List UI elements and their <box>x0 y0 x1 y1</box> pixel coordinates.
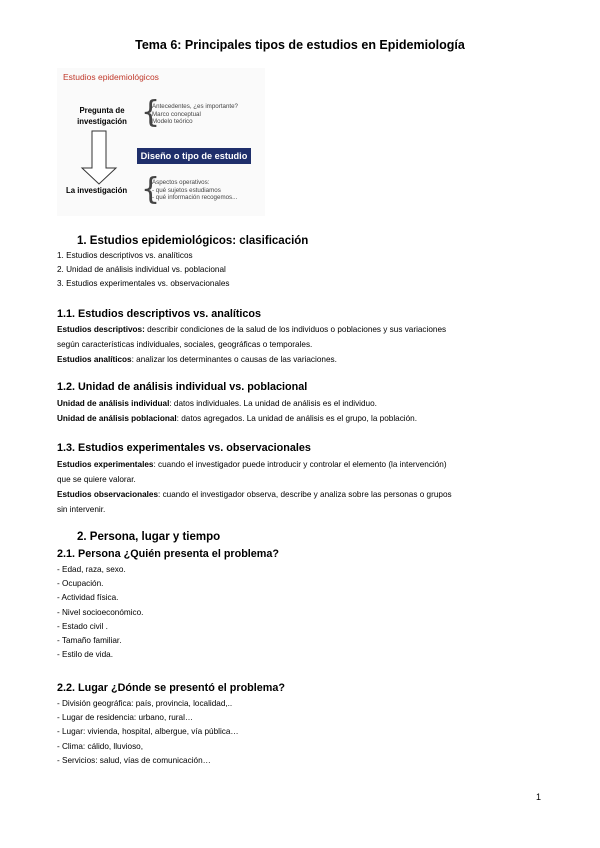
list-item: - Actividad física. <box>57 593 119 603</box>
term-label: Estudios descriptivos: <box>57 325 145 334</box>
list-item: - Servicios: salud, vías de comunicación… <box>57 755 211 765</box>
term-definition: describir condiciones de la salud de los individuos o poblaciones y sus variaciones <box>144 325 447 334</box>
subsection-1-2-body <box>57 396 557 426</box>
list-item: - Edad, raza, sexo. <box>57 565 126 574</box>
classification-list <box>57 249 229 292</box>
question-items <box>152 103 238 126</box>
investigation-item: Aspectos operativos: <box>152 179 210 186</box>
term-label: Estudios analíticos <box>57 355 132 364</box>
subsection-1-1-heading: 1.1. Estudios descriptivos vs. analíticos <box>57 308 262 320</box>
figure-investigation-label: La investigación <box>66 186 128 195</box>
section2-heading: 2. Persona, lugar y tiempo <box>77 531 221 543</box>
list-item: 1. Estudios descriptivos vs. analíticos <box>57 251 193 260</box>
term-definition: : datos individuales. La unidad de análisis es el individuo. <box>169 399 377 408</box>
term-definition: sin intervenir. <box>57 505 106 514</box>
subsection-1-3-heading: 1.3. Estudios experimentales vs. observacionales <box>57 442 311 454</box>
term-label: Unidad de análisis individual <box>57 399 170 408</box>
list-item: - Clima: cálido, lluvioso, <box>57 741 143 751</box>
subsection-1-3-body <box>57 457 557 517</box>
question-item: Marco conceptual <box>152 110 201 118</box>
subsection-2-1-heading: 2.1. Persona ¿Quién presenta el problema? <box>57 548 280 560</box>
term-label: Estudios experimentales <box>57 460 154 469</box>
term-definition: : analizar los determinantes o causas de las variaciones. <box>131 355 337 364</box>
list-item: - Lugar de residencia: urbano, rural… <box>57 713 194 723</box>
list-item: - Estado civil . <box>57 621 108 631</box>
subsection-1-2-heading: 1.2. Unidad de análisis individual vs. poblacional <box>57 381 308 393</box>
subsection-2-2-heading: 2.2. Lugar ¿Dónde se presentó el problema? <box>57 682 285 694</box>
term-definition: según características individuales, sociales, geográficas o temporales. <box>57 340 313 349</box>
term-definition: : datos agregados. La unidad de análisis es el grupo, la población. <box>176 414 417 423</box>
question-item: Antecedentes, ¿es importante? <box>152 103 238 110</box>
term-definition: que se quiere valorar. <box>57 475 136 484</box>
investigation-item: - qué sujetos estudiamos <box>152 186 221 194</box>
list-item: - División geográfica: país, provincia, localidad,.. <box>57 699 233 708</box>
document-title: Tema 6: Principales tipos de estudios en Epidemiología <box>135 38 465 52</box>
list-item: - Lugar: vivienda, hospital, albergue, vía pública… <box>57 727 239 737</box>
term-definition: : cuando el investigador observa, describe y analiza sobre las personas o grupos <box>158 490 452 499</box>
figure-question-label: Pregunta de investigación <box>77 106 127 126</box>
list-item: - Estilo de vida. <box>57 650 113 660</box>
subsection-1-1-body <box>57 322 557 367</box>
list-item: 2. Unidad de análisis individual vs. poblacional <box>57 265 226 275</box>
list-item: - Nivel socioeconómico. <box>57 607 144 617</box>
section1-heading: 1. Estudios epidemiológicos: clasificación <box>77 235 309 247</box>
list-item: - Ocupación. <box>57 579 104 589</box>
down-arrow-icon <box>79 130 119 186</box>
person-list <box>57 563 143 662</box>
brace-icon: { <box>141 172 161 207</box>
list-item: - Tamaño familiar. <box>57 636 122 646</box>
question-item: Modelo teórico <box>152 118 193 126</box>
list-item: 3. Estudios experimentales vs. observacionales <box>57 279 230 289</box>
brace-icon: { <box>141 95 161 130</box>
study-design-figure <box>57 68 265 216</box>
design-box: Diseño o tipo de estudio <box>137 148 251 164</box>
term-label: Estudios observacionales <box>57 490 159 499</box>
term-definition: : cuando el investigador puede introducir y controlar el elemento (la intervención) <box>153 460 447 469</box>
figure-heading: Estudios epidemiológicos <box>63 72 159 82</box>
investigation-items <box>152 179 237 202</box>
page-number: 1 <box>536 792 542 802</box>
term-label: Unidad de análisis poblacional <box>57 414 177 423</box>
place-list <box>57 697 239 768</box>
investigation-item: - qué información recogemos... <box>152 194 238 202</box>
